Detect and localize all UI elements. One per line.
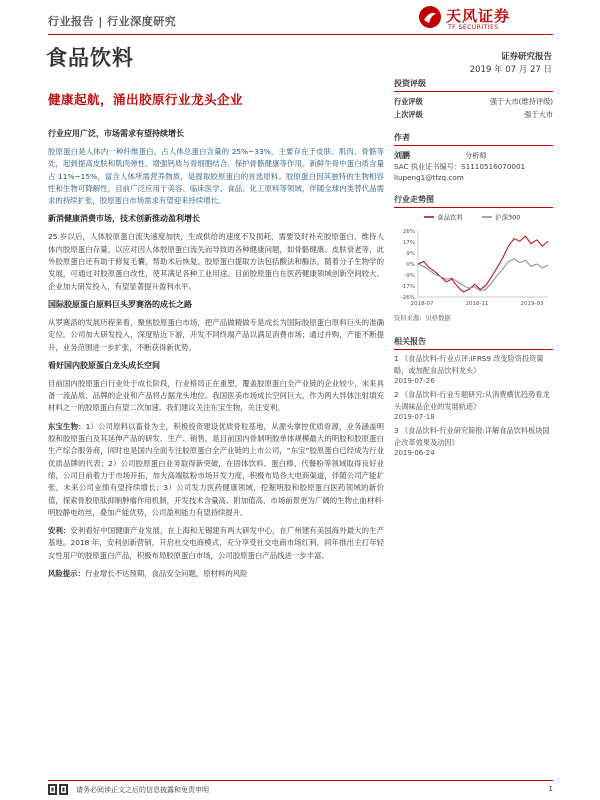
y-tick-label: 0%: [406, 262, 415, 268]
author-role: 分析师: [465, 151, 487, 160]
sidebar-rating: [394, 78, 553, 121]
related-title: 相关报告: [394, 336, 553, 350]
report-category: 行业报告 | 行业深度研究: [48, 15, 177, 28]
report-headline: 健康起航，涌出胶原行业龙头企业: [48, 92, 244, 107]
brand-mark-icon: [418, 5, 442, 29]
brand-name: 天风证券: [446, 7, 511, 25]
legend-label: 食品饮料: [437, 213, 463, 222]
footer-divider: [48, 780, 553, 781]
series-line: [418, 259, 548, 291]
section-4-title: 看好国内胶原蛋白龙头成长空间: [48, 360, 160, 370]
author-email[interactable]: liupeng1@tfzq.com: [394, 172, 464, 182]
section-4-amway: [48, 525, 384, 562]
related-text: 1 《食品饮料-行业点评:IFRS9 改变险资投资策略，或加配食品饮料龙头》: [394, 354, 544, 375]
author-title: 作者: [394, 132, 553, 146]
chart-source: 资料来源：贝格数据: [394, 315, 451, 322]
author-row: [394, 149, 553, 162]
section-3-title: 国际胶原蛋白原料巨头罗赛洛的成长之路: [48, 299, 192, 309]
related-item-3[interactable]: [394, 425, 553, 458]
page-number: 1: [548, 785, 553, 793]
risk-text: 行业增长不达预期，食品安全问题，原材料的风险: [84, 569, 248, 579]
trend-chart: [394, 211, 553, 311]
chart-x-axis: [411, 297, 548, 307]
section-4-body: 目前国内胶原蛋白行业处于成长阶段，行业格局正在重塑，覆盖胶原蛋白全产业链的企业较少，未来具备一流品质、品牌的企业和产品将占据龙头地位。我国医美市场成长空间巨大，作为两大异体注射填充材料之一的胶原蛋白有望二次加速。我们建议关注东宝生物，关注安利。: [48, 378, 384, 413]
x-tick-label: 2018-11: [465, 301, 489, 307]
related-item-2[interactable]: [394, 389, 553, 422]
related-date: 2019-06-24: [394, 449, 435, 457]
page-title: 食品饮料: [46, 46, 134, 70]
section-1-body: 胶原蛋白是人体内一种纤维蛋白，占人体总蛋白含量的 25%~33%，主要存在于皮肤、肌肉、骨骼等处，起到提高皮肤和肌肉弹性、增强钙质与骨细胞结合、保护骨骼健康等作用。新鲜牛骨中蛋白质含量占 11%~15%，富含人体所需营养物质，是提取胶原蛋白的首选原料。胶原蛋白因其独特的生物相容性和生物可降解性，目前广泛应用于美容、临床医学、食品、化工原料等领域，伴随全球内类替代品需求的持续扩张，胶原蛋白市场需求有望迎来持续增长。: [48, 147, 384, 206]
section-4-dongbao: [48, 421, 384, 519]
risk-lead: 风险提示：: [48, 569, 85, 579]
footer-disclaimer: 请务必阅读正文之后的信息披露和免责申明: [76, 786, 209, 794]
related-text: 2 《食品饮料-行业专题研究:从消费横优趋势看龙头调味品企业的发展轨迹》: [394, 390, 550, 411]
dongbao-text: 1）公司原料以畜骨为主，积极投资建设优质骨粒基地，从源头掌控优质骨源，业务涵盖明胶和胶原蛋白及其延伸产品的研发、生产、销售，是目前国内骨制明胶单体规模最大的明胶和胶原蛋白生产综合服务商，同时也是国内全面专注胶原蛋白全产业链的上市公司，“东宝”胶原蛋白已经成为行业优质品牌的代表；2）公司胶原蛋白业务取得新突破，在固体饮料、蛋白棒、代餐粉等领域取得良好业绩，公司目前着力于市场开拓，加大高端肽粉市场开发力度，积极布局各大电商渠道，伴随公司产能扩张，未来公司业绩有望持续增长；3）公司发力医药健康领域，挖掘明胶和胶原蛋白医药领域的新价值，探索骨胶原肽抑制肿瘤作用机制，开发技术含量高、附加值高、市场前景更为广阔的生物止血材料·明胶静电纺丝，叠加产能优势，公司盈利能力有望持续提升。: [48, 421, 384, 517]
header-divider: [48, 34, 553, 35]
section-1-title: 行业应用广泛，市场需求有望持续增长: [48, 129, 184, 138]
section-3-body: 从罗赛洛的发展历程来看，聚焦胶原蛋白市场，把产品做精做专是成长为国际胶原蛋白原料巨头的准确定位。公司加大研发投入，深度贴近下游，开发不同终端产品以满足消费市场；通过并购，产能不断提升，业务范围进一步扩张，不断获得新优势。: [48, 317, 384, 352]
risk-warning: [48, 568, 384, 580]
y-tick-label: 17%: [402, 240, 415, 246]
x-tick-label: 2018-07: [410, 301, 434, 307]
prev-rating-label: 上次评级: [394, 110, 423, 119]
industry-rating-label: 行业评级: [394, 97, 423, 106]
industry-rating-row: [394, 95, 553, 108]
trend-chart-svg: [394, 211, 553, 311]
y-tick-label: -9%: [404, 273, 415, 279]
related-date: 2019-07-26: [394, 377, 435, 385]
legend-label: 沪深300: [495, 213, 521, 222]
sidebar-related: [394, 336, 553, 461]
industry-rating-value: 强于大市(维持评级): [489, 97, 553, 106]
sidebar-trend: [394, 194, 553, 322]
brand-logo: [418, 3, 558, 37]
x-tick-label: 2019-03: [520, 301, 544, 307]
doc-date: 2019 年 07 月 27 日: [469, 65, 552, 75]
author-sac: SAC 执业证书编号：S1110516070001: [394, 162, 526, 171]
dongbao-lead: 东宝生物：: [48, 421, 86, 431]
chart-y-axis: [401, 229, 418, 301]
prev-rating-row: [394, 108, 553, 121]
y-tick-label: 26%: [402, 229, 415, 235]
chart-legend: [424, 213, 520, 222]
y-tick-label: -17%: [400, 284, 415, 290]
related-text: 3 《食品饮料-行业研究简报:详解食品饮料板块国企改革效果及动因》: [394, 426, 550, 447]
amway-text: 安利看好中国健康产业发展，在上海和无锡建有两大研发中心，在广州建有美国海外最大的生产基地。2018 年，安利创新营销，开启社交电商模式，充分享受社交电商市场红利，同年推出主打年轻女性用户的胶原蛋白产品，积极布局胶原蛋白市场，公司胶原蛋白产品线进一步丰富。: [48, 526, 384, 560]
author-name: 刘鹏: [394, 151, 410, 160]
sidebar-author: [394, 132, 553, 183]
related-date: 2019-07-18: [394, 413, 435, 421]
doc-type: 证券研究报告: [500, 52, 552, 62]
rating-title: 投资评级: [394, 78, 553, 92]
related-item-1[interactable]: [394, 353, 553, 386]
section-2-title: 新消健康消费市场，技术创新推动盈利增长: [48, 214, 200, 224]
prev-rating-value: 强于大市: [524, 110, 553, 119]
chart-lines: [418, 236, 548, 292]
y-tick-label: -26%: [400, 295, 415, 301]
amway-lead: 安利：: [48, 526, 71, 536]
trend-title: 行业走势图: [394, 194, 553, 208]
section-2-body: 25 岁以后，人体胶原蛋白流失速度加快，生成供给的速度不及损耗，需要及时补充胶原蛋白，维持人体内胶原蛋白存量，以应对因人体胶原蛋白流失而导致的各种健康问题，如骨骼健康、皮肤衰老等，此外胶原蛋白还有助于修复毛囊，帮助术后恢复。胶原蛋白提取方法包括酸法和酶法，随着分子生物学的发展，可通过对胶原蛋白改性，使其满足各种工业用途。目前胶原蛋白在医药健康领域创新空间较大，企业加大研发投入，有望显著提升盈利水平。: [48, 232, 384, 291]
main-body: [48, 128, 384, 586]
qr-code-icon: [48, 784, 68, 795]
y-tick-label: 9%: [406, 251, 415, 257]
brand-name-en: TF SECURITIES: [448, 24, 499, 31]
